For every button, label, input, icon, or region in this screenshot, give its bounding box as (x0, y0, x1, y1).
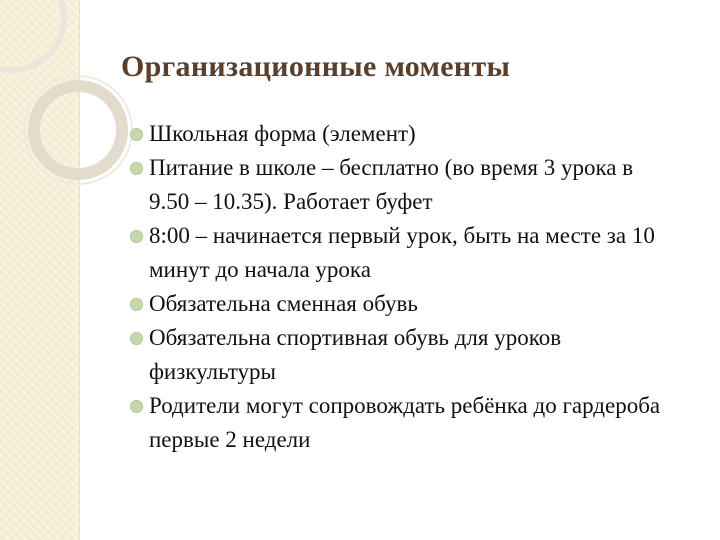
bullet-text: Школьная форма (элемент) (149, 121, 416, 146)
bullet-icon (130, 400, 143, 413)
bullet-text: Родители могут сопровождать ребёнка до гардероба первые 2 недели (149, 393, 661, 452)
bullet-item-meals (130, 151, 670, 219)
bullet-item-start-time (130, 219, 670, 287)
bullet-item-parents (130, 389, 670, 457)
bullet-item-change-shoes (130, 287, 670, 321)
bullet-icon (130, 230, 143, 243)
bullet-item-uniform (130, 117, 670, 151)
bullet-icon (130, 162, 143, 175)
bullet-text: Питание в школе – бесплатно (во время 3 урока в 9.50 – 10.35). Работает буфет (149, 155, 634, 214)
slide-title: Организационные моменты (121, 50, 511, 83)
bullet-item-sport-shoes (130, 321, 670, 389)
bullet-icon (130, 128, 143, 141)
bullet-text: 8:00 – начинается первый урок, быть на месте за 10 минут до начала урока (149, 223, 655, 282)
bullet-icon (130, 298, 143, 311)
bullet-text: Обязательна спортивная обувь для уроков физкультуры (149, 325, 562, 384)
bullet-list (130, 117, 670, 457)
bullet-text: Обязательна сменная обувь (149, 291, 418, 316)
bullet-icon (130, 332, 143, 345)
